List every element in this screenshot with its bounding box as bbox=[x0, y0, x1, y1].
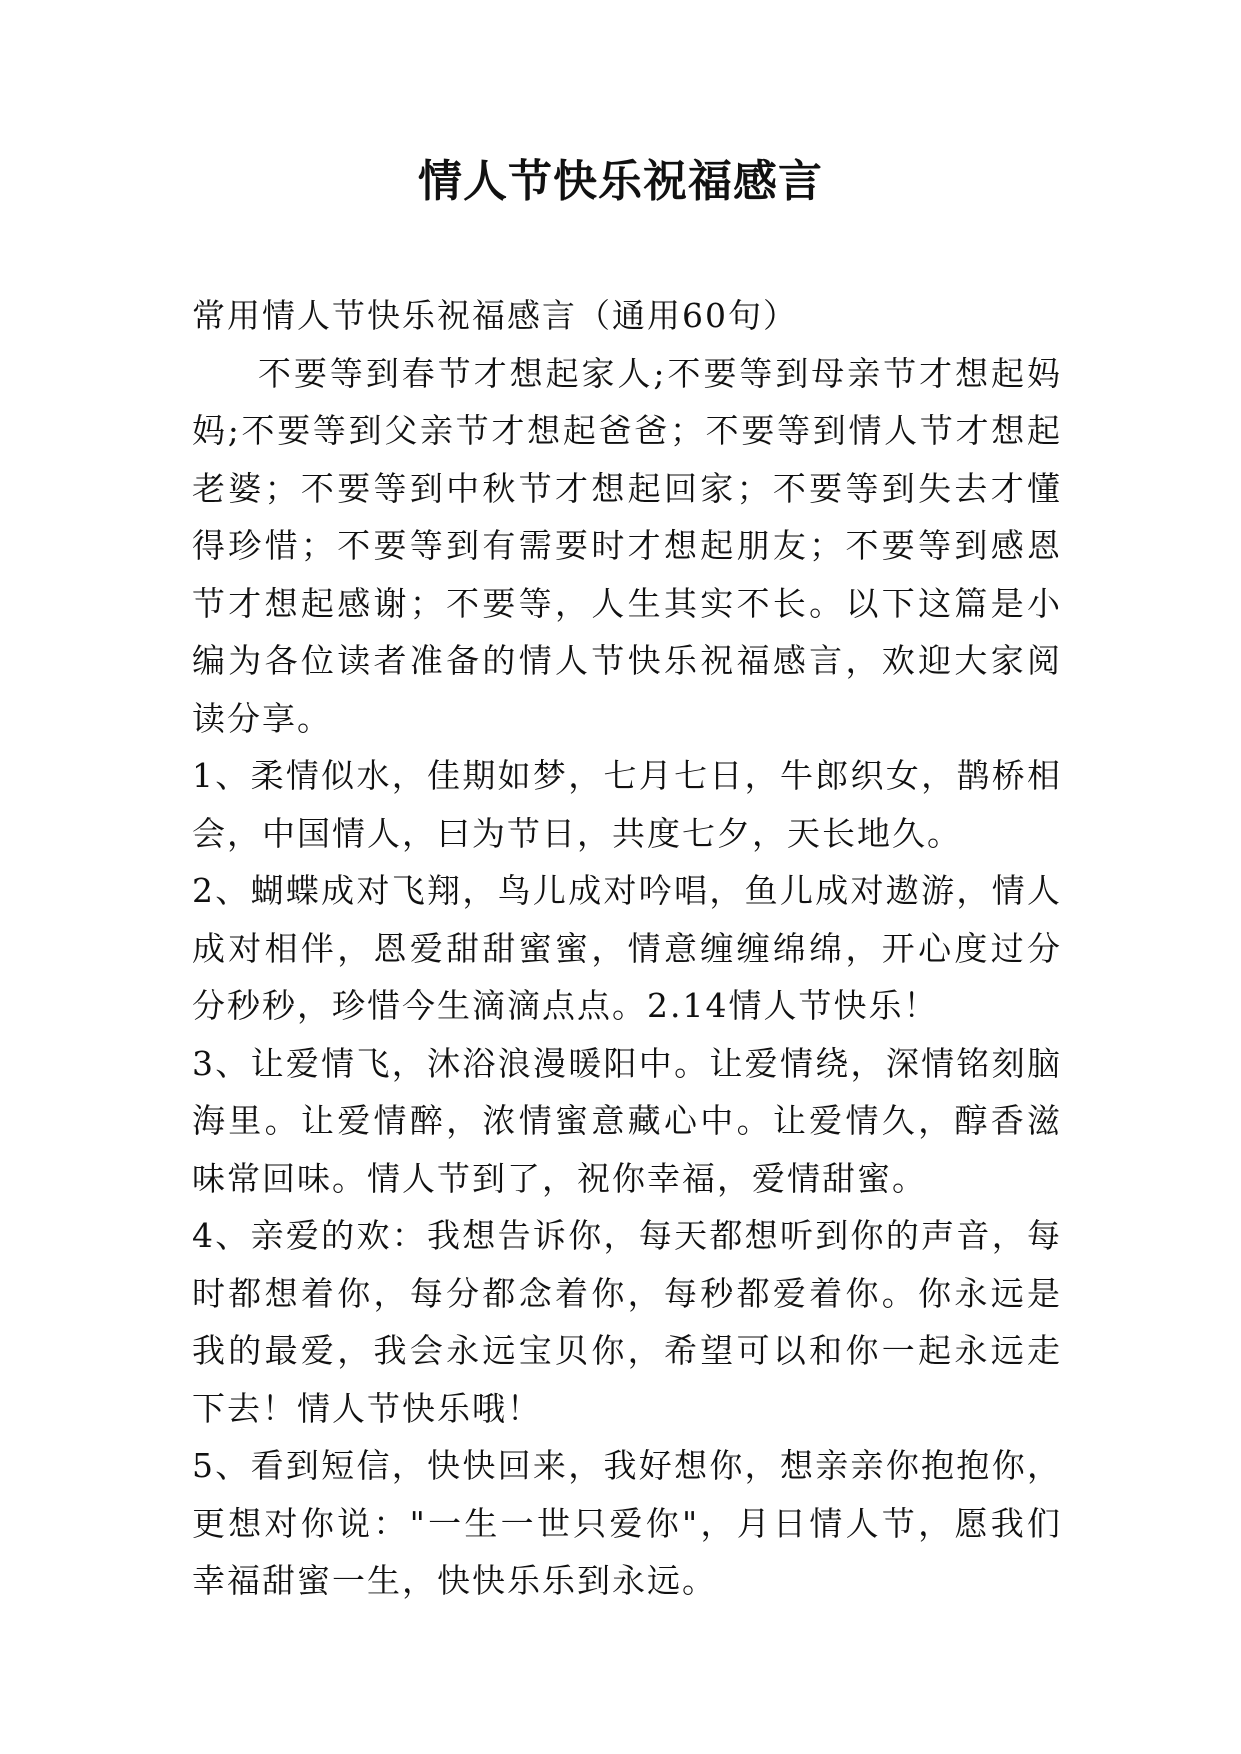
document-subtitle: 常用情人节快乐祝福感言（通用60句） bbox=[192, 296, 798, 335]
list-item: 1、柔情似水，佳期如梦，七月七日，牛郎织女，鹊桥相会，中国情人，曰为节日，共度七夕，天长地久。 bbox=[192, 756, 1062, 853]
list-item: 5、看到短信，快快回来，我好想你，想亲亲你抱抱你，更想对你说："一生一世只爱你"，月日情人节，愿我们幸福甜蜜一生，快快乐乐到永远。 bbox=[192, 1446, 1062, 1600]
document-title: 情人节快乐祝福感言 bbox=[418, 156, 823, 207]
list-item: 4、亲爱的欢：我想告诉你，每天都想听到你的声音，每时都想着你，每分都念着你，每秒都爱着你。你永远是我的最爱，我会永远宝贝你，希望可以和你一起永远走下去！情人节快乐哦！ bbox=[192, 1216, 1062, 1428]
intro-paragraph: 不要等到春节才想起家人;不要等到母亲节才想起妈妈;不要等到父亲节才想起爸爸；不要等到情人节才想起老婆；不要等到中秋节才想起回家；不要等到失去才懂得珍惜；不要等到有需要时才想起朋友；不要等到感恩节才想起感谢；不要等，人生其实不长。以下这篇是小编为各位读者准备的情人节快乐祝福感言，欢迎大家阅读分享。 bbox=[192, 353, 1062, 738]
document-body bbox=[192, 287, 1062, 1610]
list-item: 3、让爱情飞，沐浴浪漫暖阳中。让爱情绕，深情铭刻脑海里。让爱情醉，浓情蜜意藏心中。让爱情久，醇香滋味常回味。情人节到了，祝你幸福，爱情甜蜜。 bbox=[192, 1043, 1062, 1198]
list-item: 2、蝴蝶成对飞翔，鸟儿成对吟唱，鱼儿成对遨游，情人成对相伴，恩爱甜甜蜜蜜，情意缠缠绵绵，开心度过分分秒秒，珍惜今生滴滴点点。2.14情人节快乐！ bbox=[192, 871, 1062, 1025]
